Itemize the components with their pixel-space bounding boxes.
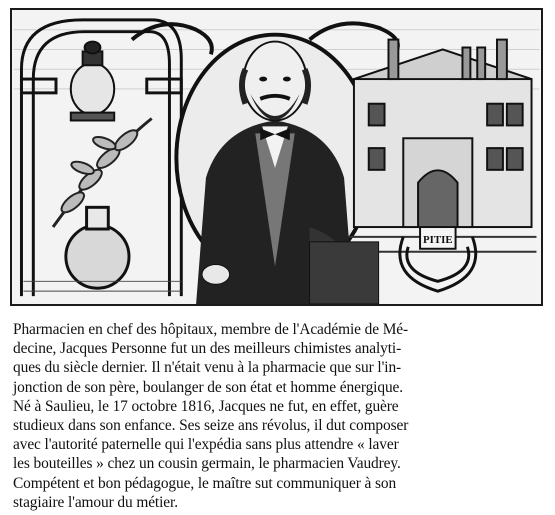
caption-text: Pharmacien en chef des hôpitaux, membre de l'Académie de Mé- decine, Jacques Personne fut un des meilleurs chimistes analyti- ques du siècle dernier. Il n'était venu à la pharmacie que sur l'in- jonction de son père, boulanger de son état et homme énergique. Né à Saulieu, le 17 octobre 1816, Jacques ne fut, en effet, guère studieux dans son enfance. Ses seize ans révolus, il dut composer avec l'autorité paternelle qui l'expédia sans plus attendre « laver les bouteilles » chez un cousin germain, le pharmacien Vaudrey. Compétent et bon pédagogue, le maître sut communiquer à son stagiaire l'amour du métier. bbox=[13, 321, 409, 511]
plaque-text: PITIE bbox=[423, 233, 453, 246]
engraving-svg bbox=[12, 10, 541, 304]
engraving-illustration bbox=[10, 8, 543, 306]
